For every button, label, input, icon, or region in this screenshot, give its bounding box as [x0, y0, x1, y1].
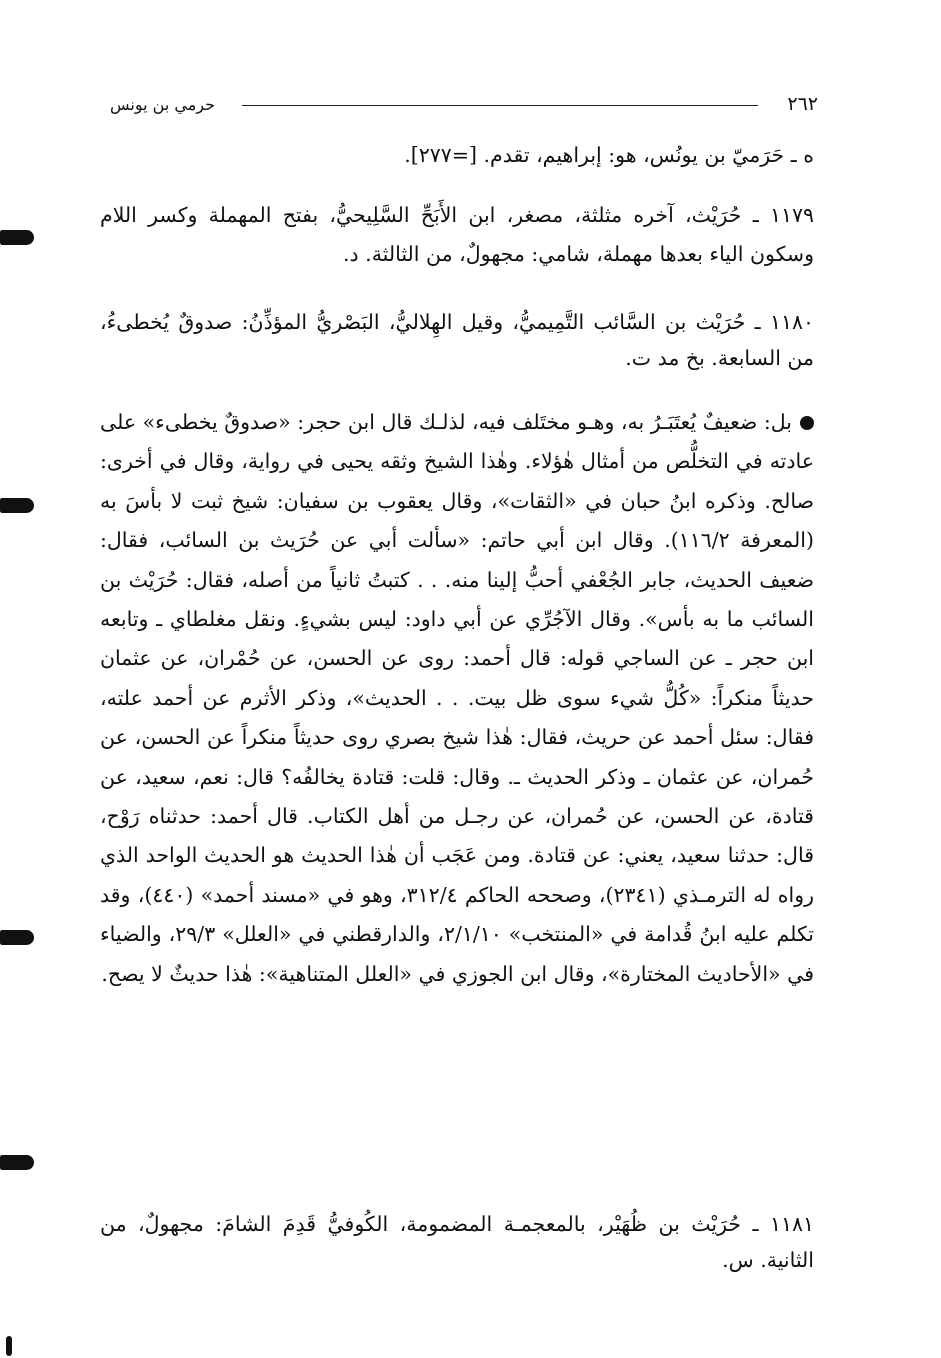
page-number: ٢٦٢ — [787, 93, 818, 115]
header-rule — [242, 105, 758, 106]
comment-text: بل: ضعيفٌ يُعتَبَـرُ به، وهـو مختَلف فيه، لذلـك قال ابن حجر: «صدوقٌ يخطىء» على عادته في التخلُّص من أمثال هٰؤلاء. وهٰذا الشيخ وثقه يحيى في رواية، وقال في أخرى: صالح. وذكره ابنُ حبان في «الثقات»، وقال يعقوب بن سفيان: شيخ ثبت لا بأسَ به (المعرفة ١١٦/٢). وقال ابن أبي حاتم: «سألت أبي عن حُرَيث بن السائب، فقال: ضعيف الحديث، جابر الجُعْفي أحبُّ إلينا منه. . . كتبتُ ثانياً من أصله، فقال: حُرَيْث بن السائب ما به بأس». وقال الآجُرِّي عن أبي داود: ليس بشيءٍ. ونقل مغلطاي ـ وتابعه ابن حجر ـ عن الساجي قوله: قال أحمد: روى عن الحسن، عن حُمْران، عن عثمان حديثاً منكراً: «كُلُّ شيء سوى ظل بيت. . . الحديث»، وذكر الأثرم عن أحمد علته، فقال: سئل أحمد عن حريث، فقال: هٰذا شيخ بصري روى حديثاً منكراً عن الحسن، عن حُمران، عن عثمان ـ وذكر الحديث ـ. وقال: قلت: قتادة يخالفُه؟ قال: نعم، سعيد، عن قتادة، عن الحسن، عن حُمران، عن رجـل من أهل الكتاب. قال أحمد: حدثناه رَوْح، قال: حدثنا سعيد، يعني: عن قتادة. ومن عَجَب أن هٰذا الحديث هو الحديث الواحد الذي رواه له الترمـذي (٢٣٤١)، وصححه الحاكم ٣١٢/٤، وهو في «مسند أحمد» (٤٤٠)، وقد تكلم عليه ابنُ قُدامة في «المنتخب» ٢/١/١٠، والدارقطني في «العلل» ٢٩/٣، والضياء في «الأحاديث المختارة»، وقال ابن الجوزي في «العلل المتناهية»: هٰذا حديثٌ لا يصح. — [100, 410, 814, 986]
scan-mark — [0, 498, 34, 513]
entry-1180 — [100, 304, 814, 376]
entry-text: ه ـ حَرَميّ بن يونُس، هو: إبراهيم، تقدم. [=٢٧٧]. — [404, 143, 814, 167]
entry-1179 — [100, 196, 814, 273]
entry-text: ١١٨١ ـ حُرَيْث بن ظُهَيْر، بالمعجمـة المضمومة، الكُوفيُّ قَدِمَ الشامَ: مجهولٌ، من الثانية. س. — [100, 1212, 814, 1272]
scan-mark — [0, 1155, 34, 1170]
running-head: حرمي بن يونس — [110, 95, 215, 114]
page-header — [110, 92, 818, 122]
bullet-icon — [800, 416, 814, 430]
scan-mark — [6, 1336, 12, 1356]
cross-reference-entry — [100, 136, 814, 175]
editor-comment — [100, 403, 814, 994]
scan-mark — [0, 230, 34, 245]
entry-1181 — [100, 1206, 814, 1278]
scan-mark — [0, 930, 34, 945]
entry-text: ١١٨٠ ـ حُرَيْث بن السَّائب التَّمِيميُّ، وقيل الهِلاليُّ، البَصْريُّ المؤذِّنُ: صدوقٌ يُخطىءُ، من السابعة. بخ مد ت. — [100, 310, 814, 370]
entry-text: ١١٧٩ ـ حُرَيْث، آخره مثلثة، مصغر، ابن الأَبَحِّ السَّلِيحيُّ، بفتح المهملة وكسر اللام وسكون الياء بعدها مهملة، شامي: مجهولٌ، من الثالثة. د. — [100, 203, 814, 266]
